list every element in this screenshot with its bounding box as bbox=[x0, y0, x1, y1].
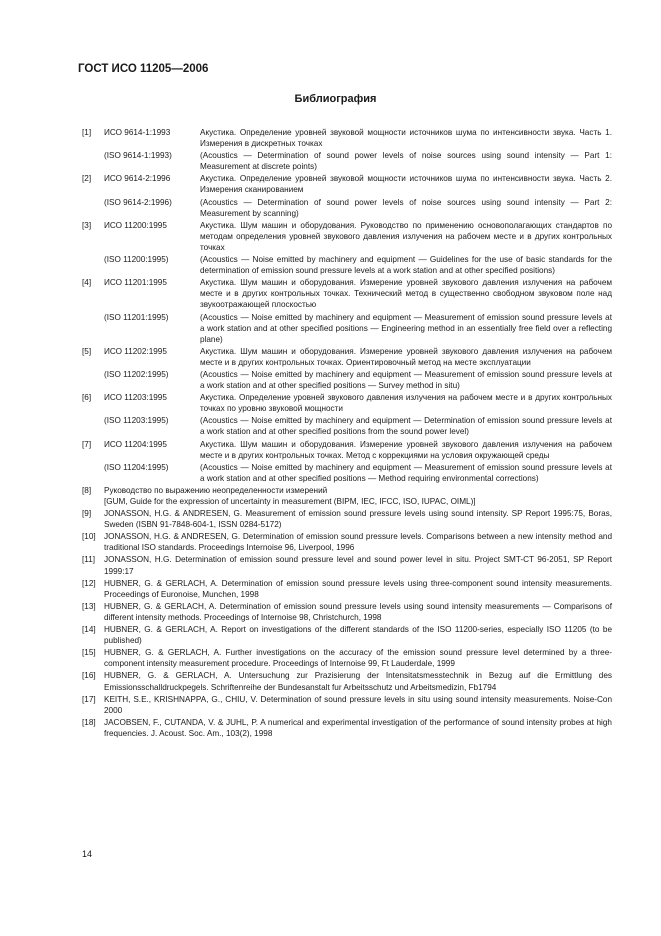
standard-en: (ISO 11201:1995) bbox=[104, 312, 169, 322]
standard-en: (ISO 11204:1995) bbox=[104, 462, 169, 472]
document-header: ГОСТ ИСО 11205—2006 bbox=[78, 63, 209, 75]
entry-number: [4] bbox=[82, 278, 92, 288]
entry-text-en: (Acoustics — Noise emitted by machinery and equipment — Measurement of emission sound pressure levels at a work station and at other specified positions — Engineering method in an essentially free field over a reflecting plane) bbox=[200, 312, 612, 344]
entry-text-ru: Акустика. Шум машин и оборудования. Руководство по применению основополагающих стандартов по методам определения уровней звукового давления излучения на рабочем месте и в других контрольных точках bbox=[200, 220, 612, 252]
entry-text-ru: Акустика. Шум машин и оборудования. Измерение уровней звукового давления излучения на рабочем месте и в других контрольных точках. Ориентировочный метод на месте эксплуатации bbox=[200, 346, 612, 367]
standard-ru: ИСО 9614-2:1996 bbox=[104, 174, 171, 184]
entry-text: HUBNER, G. & GERLACH, A. Determination of emission sound pressure levels using three-component sound intensity measurements. Proceedings of Euronoise, Munchen, 1998 bbox=[104, 578, 612, 599]
entry-text-ru: Акустика. Шум машин и оборудования. Измерение уровней звукового давления излучения на рабочем месте и в других контрольных точках. Метод с коррекциями на условия окружающей среды bbox=[200, 439, 612, 460]
bibliography-entry bbox=[82, 508, 612, 530]
entry-number: [14] bbox=[82, 625, 96, 635]
bibliography-entry bbox=[82, 127, 612, 172]
entry-text: HUBNER, G. & GERLACH, A. Determination of emission sound pressure levels using sound intensity measurements — Comparisons of different intensity methods. Proceedings of Internoise 98, Christchurch, 1998 bbox=[104, 601, 612, 622]
standard-ru: ИСО 11201:1995 bbox=[104, 278, 167, 288]
standard-ru: ИСО 11203:1995 bbox=[104, 393, 167, 403]
entry-number: [5] bbox=[82, 346, 92, 356]
standard-en: (ISO 11200:1995) bbox=[104, 255, 169, 265]
entry-text-en: (Acoustics — Determination of sound power levels of noise sources using sound intensity — Part 1: Measurement at discrete points) bbox=[200, 151, 612, 172]
standard-ru: ИСО 9614-1:1993 bbox=[104, 128, 171, 137]
standard-en: (ISO 11202:1995) bbox=[104, 369, 169, 379]
entry-text: HUBNER, G. & GERLACH, A. Report on investigations of the different standards of the ISO 11200-series, especially ISO 11205 (to be published) bbox=[104, 625, 612, 646]
entry-number: [18] bbox=[82, 717, 96, 727]
bibliography-entry bbox=[82, 670, 612, 692]
entry-text-ru: Акустика. Определение уровней звуковой мощности источников шума по интенсивности звука. Часть 1. Измерения в дискретных точках bbox=[200, 128, 612, 149]
entry-text-en: (Acoustics — Noise emitted by machinery and equipment — Measurement of emission sound pressure levels at a work station and at other specified positions — Survey method in situ) bbox=[200, 369, 612, 391]
entry-number: [15] bbox=[82, 648, 96, 658]
standard-en: (ISO 11203:1995) bbox=[104, 416, 169, 426]
bibliography-entry bbox=[82, 554, 612, 576]
entry-number: [12] bbox=[82, 578, 96, 588]
entry-text: JONASSON, H.G. & ANDRESEN, G. Measurement of emission sound pressure levels using sound intensity. SP Report 1995:75, Boras, Sweden (ISBN 91-7848-604-1, ISSN 0284-5172) bbox=[104, 509, 612, 530]
page-title: Библиография bbox=[294, 93, 377, 105]
bibliography-entry bbox=[82, 346, 612, 391]
entry-number: [3] bbox=[82, 220, 92, 230]
entry-text-ru: Акустика. Шум машин и оборудования. Измерение уровней звукового давления излучения на рабочем месте и в других контрольных точках. Технический метод в существенно свободном звуковом поле над звукоотражающей плоскостью bbox=[200, 278, 612, 310]
bibliography-list bbox=[82, 127, 612, 740]
standard-ru: ИСО 11202:1995 bbox=[104, 346, 167, 356]
bibliography-entry bbox=[82, 694, 612, 716]
page-number: 14 bbox=[82, 849, 93, 859]
bibliography-entry bbox=[82, 277, 612, 345]
bibliography-entry bbox=[82, 624, 612, 646]
bibliography-entry bbox=[82, 601, 612, 623]
entry-text-en: (Acoustics — Noise emitted by machinery and equipment — Determination of emission sound pressure levels at a work station and at other specified positions from the sound power level) bbox=[200, 416, 612, 437]
entry-text: JONASSON, H.G. Determination of emission sound pressure level and sound power level in situ. Project SMT-CT 96-2051, SP Report 1999:17 bbox=[104, 555, 612, 576]
bibliography-entry bbox=[82, 220, 612, 276]
entry-text: HUBNER, G. & GERLACH, A. Further investigations on the accuracy of the emission sound pressure level determined by a three-component intensity measurement procedure. Proceedings of Internoise 99, Ft Lauderdale, 1999 bbox=[104, 648, 612, 669]
entry-text: JONASSON, H.G. & ANDRESEN, G. Determination of emission sound pressure levels. Comparisons between a new intensity method and traditional ISO standards. Proceedings Internoise 96, Liverpool, 1996 bbox=[104, 532, 612, 553]
entry-number: [8] bbox=[82, 485, 92, 495]
entry-number: [7] bbox=[82, 439, 92, 449]
entry-text-en: (Acoustics — Determination of sound power levels of noise sources using sound intensity — Part 2: Measurement by scanning) bbox=[200, 197, 612, 218]
standard-ru: ИСО 11200:1995 bbox=[104, 220, 167, 230]
entry-text-ru: Акустика. Определение уровней звукового давления излучения на рабочем месте и в других контрольных точках по уровню звуковой мощности bbox=[200, 393, 612, 414]
entry-text: HUBNER, G. & GERLACH, A. Untersuchung zur Prazisierung der Intensitatsmesstechnik in Bezug auf die Ermittlung des Emissionsschalldruckpegels. Schriftenreihe der Bundesanstalt fur Arbeitsschutz und Arbeitsmedizin, Fb1794 bbox=[104, 671, 612, 692]
bibliography-entry bbox=[82, 531, 612, 553]
bibliography-entry bbox=[82, 439, 612, 484]
standard-en: (ISO 9614-2:1996) bbox=[104, 197, 172, 207]
entry-text: Руководство по выражению неопределенности измерений [GUM, Guide for the expression of uncertainty in measurement (BIPM, IEC, IFCC, ISO, IUPAC, OIML)] bbox=[104, 485, 476, 506]
entry-text-en: (Acoustics — Noise emitted by machinery and equipment — Measurement of emission sound pressure levels at a work station and at other specified positions — Method requiring environmental corrections) bbox=[200, 462, 612, 483]
standard-ru: ИСО 11204:1995 bbox=[104, 439, 167, 449]
entry-number: [2] bbox=[82, 174, 92, 184]
bibliography-entry bbox=[82, 647, 612, 669]
entry-text: KEITH, S.E., KRISHNAPPA, G., CHIU, V. Determination of sound pressure levels in situ using sound intensity measurements. Noise-Con 2000 bbox=[104, 694, 612, 715]
bibliography-entry bbox=[82, 717, 612, 739]
entry-number: [1] bbox=[82, 128, 92, 137]
bibliography-entry bbox=[82, 392, 612, 437]
bibliography-entry bbox=[82, 173, 612, 218]
entry-number: [11] bbox=[82, 555, 96, 565]
entry-number: [6] bbox=[82, 393, 92, 403]
entry-number: [9] bbox=[82, 509, 92, 519]
entry-number: [17] bbox=[82, 694, 96, 704]
entry-text: JACOBSEN, F., CUTANDA, V. & JUHL, P. A numerical and experimental investigation of the performance of sound intensity probes at high frequencies. J. Acoust. Soc. Am., 103(2), 1998 bbox=[104, 717, 612, 738]
standard-en: (ISO 9614-1:1993) bbox=[104, 151, 172, 161]
entry-text-en: (Acoustics — Noise emitted by machinery and equipment — Guidelines for the use of basic standards for the determination of emission sound pressure levels at a work station and at other specified positions) bbox=[200, 255, 612, 276]
entry-number: [13] bbox=[82, 601, 96, 611]
bibliography-entry bbox=[82, 485, 612, 507]
entry-number: [16] bbox=[82, 671, 96, 681]
entry-text-ru: Акустика. Определение уровней звуковой мощности источников шума по интенсивности звука. Часть 2. Измерения сканированием bbox=[200, 174, 612, 195]
bibliography-entry bbox=[82, 578, 612, 600]
entry-number: [10] bbox=[82, 532, 96, 542]
